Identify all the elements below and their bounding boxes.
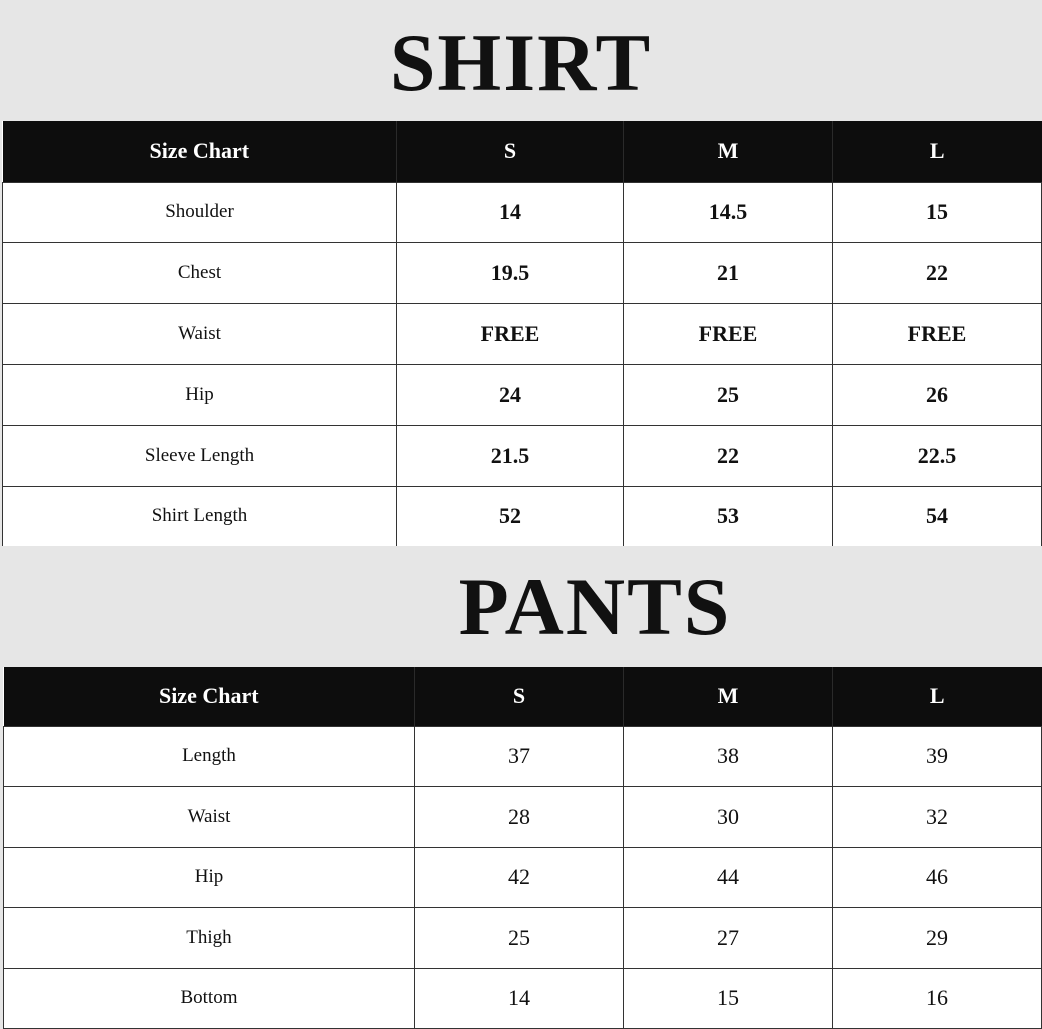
cell-value: 22 xyxy=(833,242,1042,303)
shirt-header-l: L xyxy=(833,121,1042,182)
cell-value: 25 xyxy=(415,907,624,968)
pants-size-table xyxy=(3,667,1042,1029)
pants-header-size-chart: Size Chart xyxy=(4,667,415,726)
pants-header-l: L xyxy=(833,667,1042,726)
table-row xyxy=(4,786,1042,847)
table-row xyxy=(3,242,1042,303)
table-row xyxy=(3,486,1042,546)
row-label: Sleeve Length xyxy=(3,425,397,486)
cell-value: 26 xyxy=(833,364,1042,425)
cell-value: FREE xyxy=(624,303,833,364)
row-label: Bottom xyxy=(4,968,415,1028)
row-label: Length xyxy=(4,726,415,786)
row-label: Shoulder xyxy=(3,182,397,242)
cell-value: 30 xyxy=(624,786,833,847)
table-row xyxy=(4,726,1042,786)
table-row xyxy=(3,303,1042,364)
shirt-size-table xyxy=(2,121,1042,547)
cell-value: 52 xyxy=(397,486,624,546)
cell-value: 24 xyxy=(397,364,624,425)
cell-value: 15 xyxy=(624,968,833,1028)
row-label: Waist xyxy=(4,786,415,847)
cell-value: 22 xyxy=(624,425,833,486)
cell-value: 54 xyxy=(833,486,1042,546)
row-label: Waist xyxy=(3,303,397,364)
cell-value: 22.5 xyxy=(833,425,1042,486)
cell-value: 21.5 xyxy=(397,425,624,486)
table-row xyxy=(4,907,1042,968)
shirt-title: SHIRT xyxy=(389,17,653,108)
shirt-header-s: S xyxy=(397,121,624,182)
row-label: Chest xyxy=(3,242,397,303)
cell-value: 46 xyxy=(833,847,1042,907)
table-row xyxy=(4,847,1042,907)
cell-value: 38 xyxy=(624,726,833,786)
cell-value: 14 xyxy=(415,968,624,1028)
cell-value: 21 xyxy=(624,242,833,303)
cell-value: 19.5 xyxy=(397,242,624,303)
pants-header-m: M xyxy=(624,667,833,726)
table-row xyxy=(3,364,1042,425)
table-row xyxy=(3,425,1042,486)
row-label: Hip xyxy=(4,847,415,907)
row-label: Thigh xyxy=(4,907,415,968)
cell-value: 53 xyxy=(624,486,833,546)
cell-value: 39 xyxy=(833,726,1042,786)
pants-header-row xyxy=(4,667,1042,726)
cell-value: FREE xyxy=(397,303,624,364)
cell-value: 28 xyxy=(415,786,624,847)
cell-value: 16 xyxy=(833,968,1042,1028)
shirt-header-row xyxy=(3,121,1042,182)
shirt-header-m: M xyxy=(624,121,833,182)
cell-value: 29 xyxy=(833,907,1042,968)
row-label: Shirt Length xyxy=(3,486,397,546)
cell-value: 15 xyxy=(833,182,1042,242)
cell-value: 27 xyxy=(624,907,833,968)
cell-value: 14.5 xyxy=(624,182,833,242)
shirt-header-size-chart: Size Chart xyxy=(3,121,397,182)
cell-value: 44 xyxy=(624,847,833,907)
row-label: Hip xyxy=(3,364,397,425)
cell-value: FREE xyxy=(833,303,1042,364)
cell-value: 42 xyxy=(415,847,624,907)
cell-value: 32 xyxy=(833,786,1042,847)
cell-value: 14 xyxy=(397,182,624,242)
table-row xyxy=(4,968,1042,1028)
pants-title: PANTS xyxy=(458,561,732,652)
cell-value: 25 xyxy=(624,364,833,425)
table-row xyxy=(3,182,1042,242)
cell-value: 37 xyxy=(415,726,624,786)
pants-header-s: S xyxy=(415,667,624,726)
